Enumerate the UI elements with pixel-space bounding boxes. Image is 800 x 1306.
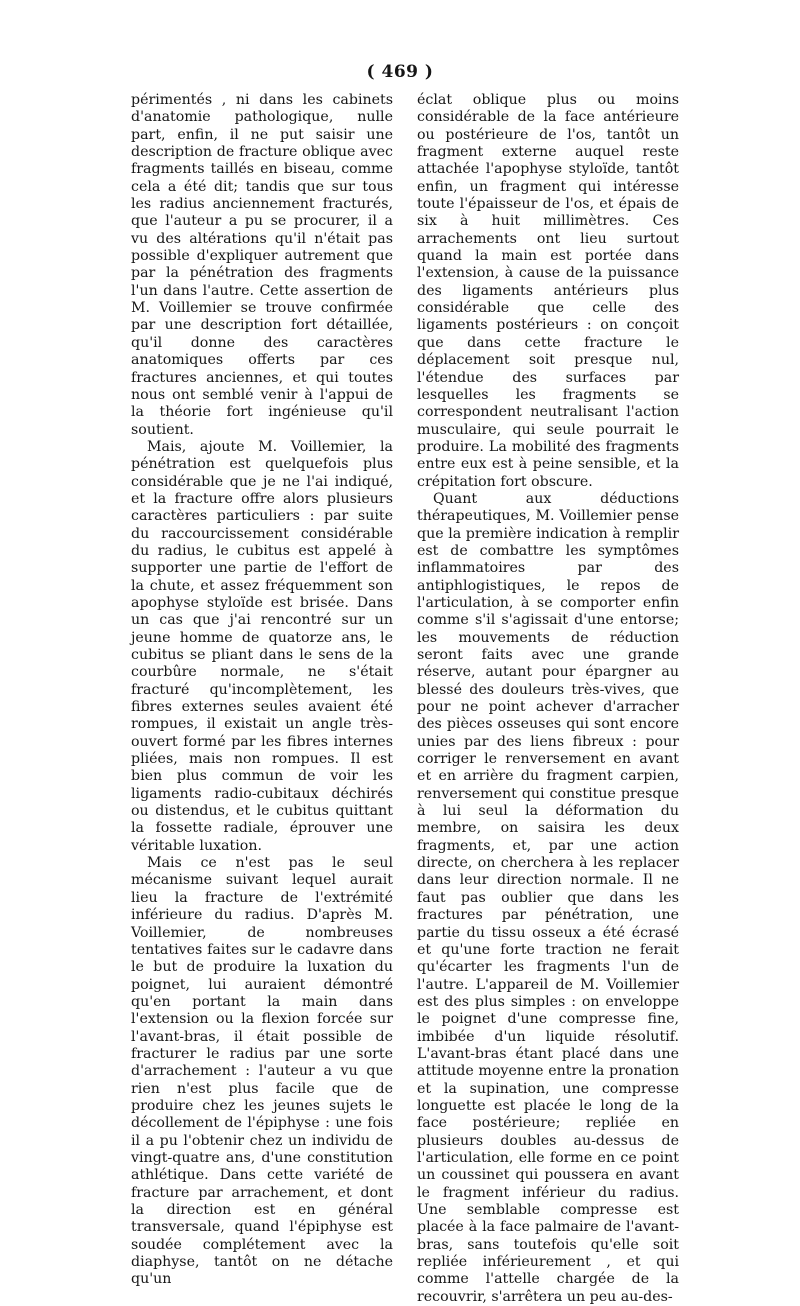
right-paragraph-2: Quant aux déductions thérapeutiques, M. Voillemier pense que la première indication à remplir est de combattre les symptômes inflammatoires par des antiphlogistiques, le repos de l'articulation, à se comporter enfin comme s'il s'agissait d'une entorse; les mouvements de réduction seront faits avec une grande réserve, autant pour épargner au blessé des douleurs très-vives, que pour ne point achever d'arracher des pièces osseuses qui sont encore unies par des liens fibreux : pour corriger le renversement en avant et en arrière du fragment carpien, renversement qui constitue presque à lui seul la déformation du membre, on saisira les deux fragments, et, par une action directe, on cherchera à les replacer dans leur direction normale. Il ne faut pas oublier que dans les fractures par pénétration, une partie du tissu osseux a été écrasé et qu'une forte traction ne ferait qu'écarter les fragments l'un de l'autre. L'appareil de M. Voillemier est des plus simples : on enveloppe le poignet d'une compresse fine, imbibée d'un liquide résolutif. L'avant-bras étant placé dans une attitude moyenne entre la pronation et la supination, une compresse longuette est placée le long de la face postérieure; repliée en plusieurs doubles au-dessus de l'articulation, elle forme en ce point un coussinet qui poussera en avant le fragment inférieur du radius. Une semblable compresse est placée à la face palmaire de l'avant-bras, sans toutefois qu'elle soit repliée inférieurement , et qui comme l'attelle chargée de la recouvrir, s'arrêtera un peu au-des-	[417, 490, 679, 1305]
left-paragraph-2: Mais, ajoute M. Voillemier, la pénétration est quelquefois plus considérable que je ne l'ai indiqué, et la fracture offre alors plusieurs caractères particuliers : par suite du raccourcissement considérable du radius, le cubitus est appelé à supporter une partie de l'effort de la chute, et assez fréquemment son apophyse styloïde est brisée. Dans un cas que j'ai rencontré sur un jeune homme de quatorze ans, le cubitus se pliant dans le sens de la courbûre normale, ne s'était fracturé qu'incomplètement, les fibres externes seules avaient été rompues, il existait un angle très-ouvert formé par les fibres internes pliées, mais non rompues. Il est bien plus commun de voir les ligaments radio-cubitaux déchirés ou distendus, et le cubitus quittant la fossette radiale, éprouver une véritable luxation.	[131, 438, 393, 854]
page-number: ( 469 )	[366, 62, 434, 82]
left-paragraph-3: Mais ce n'est pas le seul mécanisme suivant lequel aurait lieu la fracture de l'extrémité inférieure du radius. D'après M. Voillemier, de nombreuses tentatives faites sur le cadavre dans le but de produire la luxation du poignet, lui auraient démontré qu'en portant la main dans l'extension ou la flexion forcée sur l'avant-bras, il était possible de fracturer le radius par une sorte d'arrachement : l'auteur a vu que rien n'est plus facile que de produire chez les jeunes sujets le décollement de l'épiphyse : une fois il a pu l'obtenir chez un individu de vingt-quatre ans, d'une constitution athlétique. Dans cette variété de fracture par arrachement, et dont la direction est en général transversale, quand l'épiphyse est soudée complétement avec la diaphyse, tantôt on ne détache qu'un	[131, 855, 393, 1288]
left-column	[131, 92, 393, 1289]
right-column	[417, 92, 679, 1306]
left-paragraph-1: périmentés , ni dans les cabinets d'anatomie pathologique, nulle part, enfin, il ne put saisir une description de fracture oblique avec fragments taillés en biseau, comme cela a été dit; tandis que sur tous les radius anciennement fracturés, que l'auteur a pu se procurer, il a vu des altérations qu'il n'était pas possible d'expliquer autrement que par la pénétration des fragments l'un dans l'autre. Cette assertion de M. Voillemier se trouve confirmée par une description fort détaillée, qu'il donne des caractères anatomiques offerts par ces fractures anciennes, et qui toutes nous ont semblé venir à l'appui de la théorie fort ingénieuse qu'il soutient.	[131, 92, 393, 438]
right-paragraph-1: éclat oblique plus ou moins considérable de la face antérieure ou postérieure de l'os, tantôt un fragment externe auquel reste attachée l'apophyse styloïde, tantôt enfin, un fragment qui intéresse toute l'épaisseur de l'os, et épais de six à huit millimètres. Ces arrachements ont lieu surtout quand la main est portée dans l'extension, à cause de la puissance des ligaments antérieurs plus considérable que celle des ligaments postérieurs : on conçoit que dans cette fracture le déplacement soit presque nul, l'étendue des surfaces par lesquelles les fragments se correspondent neutralisant l'action musculaire, qui seule pourrait le produire. La mobilité des fragments entre eux est à peine sensible, et la crépitation fort obscure.	[417, 92, 679, 490]
